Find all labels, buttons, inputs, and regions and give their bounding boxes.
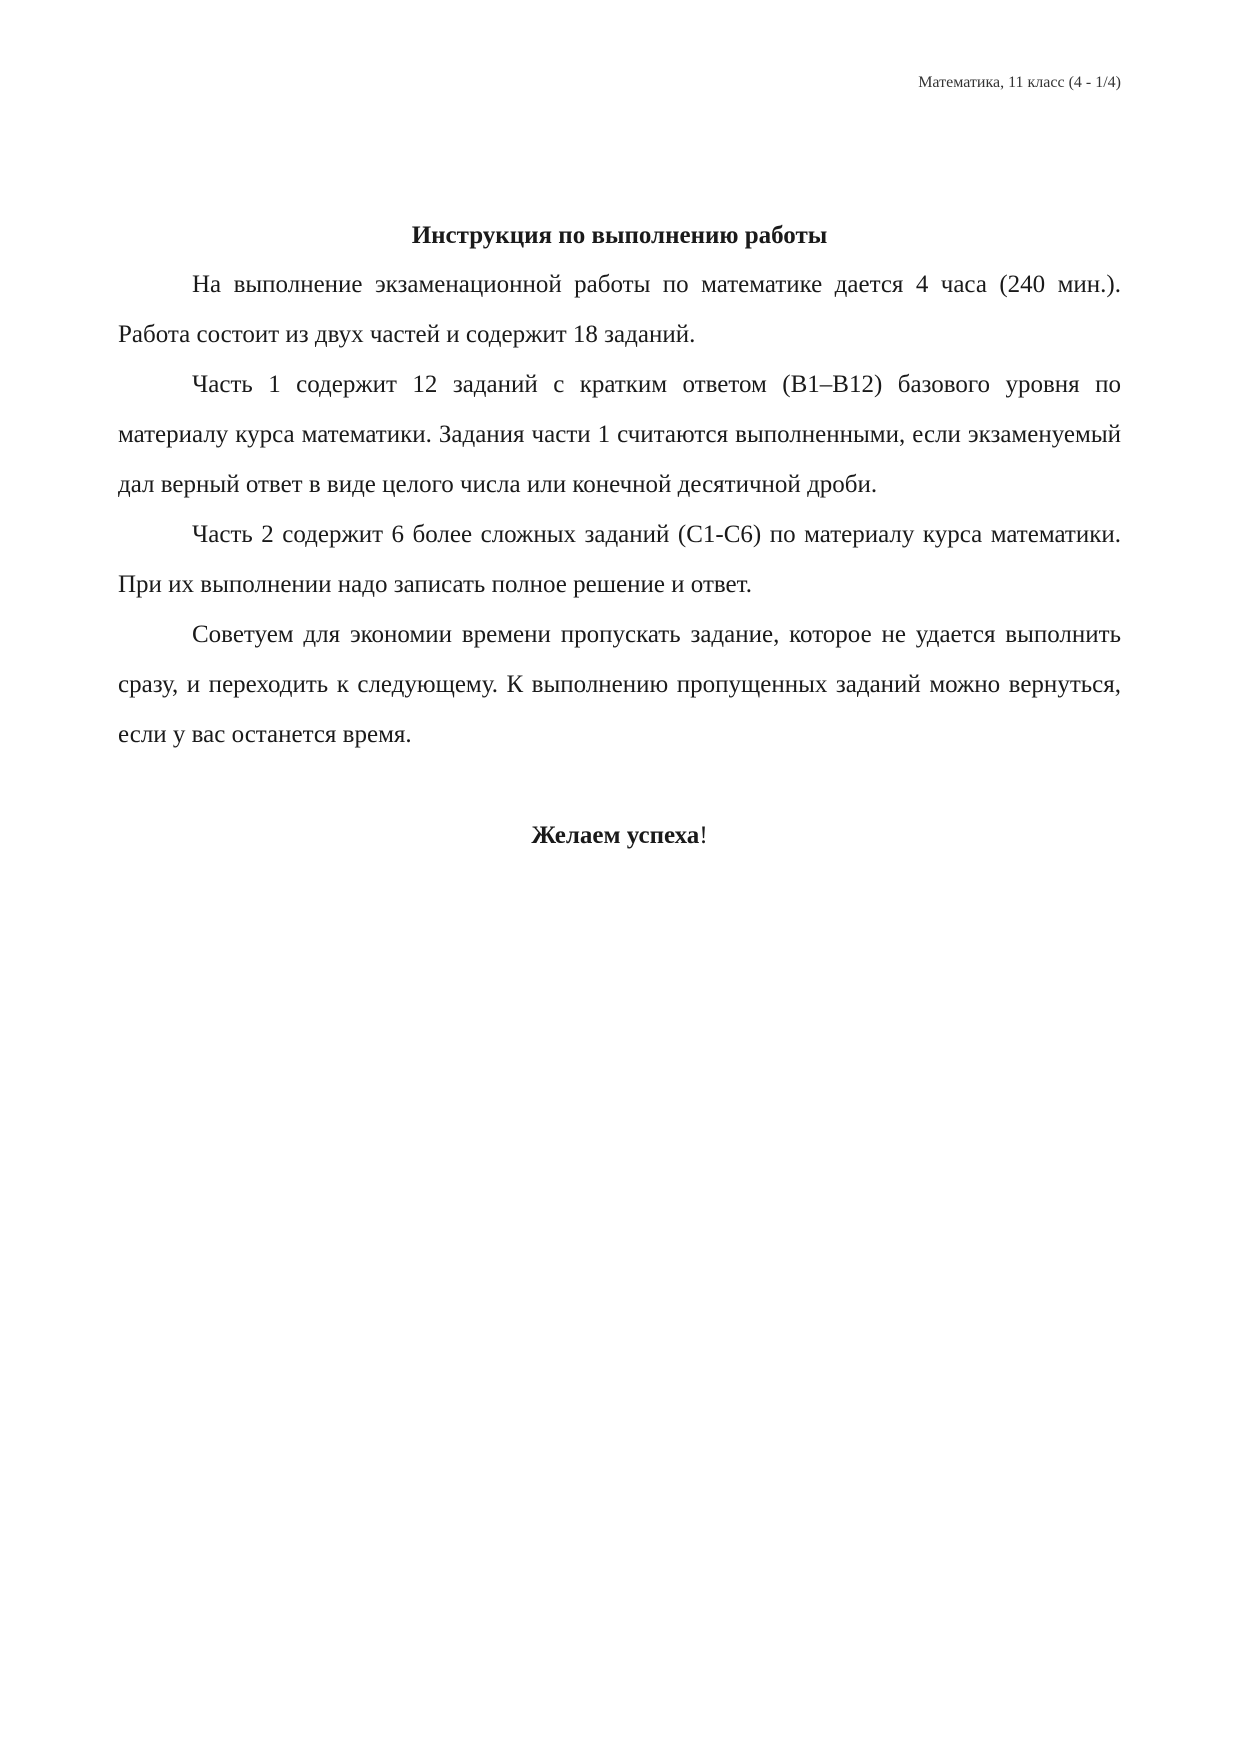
paragraph-duration: На выполнение экзаменационной работы по математике дается 4 часа (240 мин.). Работа состоит из двух частей и содержит 18 заданий. — [118, 271, 1121, 348]
paragraph-part-2: Часть 2 содержит 6 более сложных заданий (С1-С6) по материалу курса математики. При их выполнении надо записать полное решение и ответ. — [118, 521, 1121, 598]
page-title: Инструкция по выполнению работы — [411, 222, 828, 249]
paragraph-advice: Советуем для экономии времени пропускать задание, которое не удается выполнить сразу, и переходить к следующему. К выполнению пропущенных заданий можно вернуться, если у вас останется время. — [118, 621, 1121, 748]
running-header: Математика, 11 класс (4 - 1/4) — [918, 74, 1121, 91]
paragraph-part-1: Часть 1 содержит 12 заданий с кратким ответом (В1–В12) базового уровня по материалу курса математики. Задания части 1 считаются выполненными, если экзаменуемый дал верный ответ в виде целого числа или конечной десятичной дроби. — [118, 371, 1121, 498]
closing-wish — [118, 816, 1121, 856]
closing-wish-text: Желаем успеха — [531, 822, 700, 849]
document-body — [118, 216, 1121, 856]
closing-wish-punct: ! — [699, 822, 708, 849]
